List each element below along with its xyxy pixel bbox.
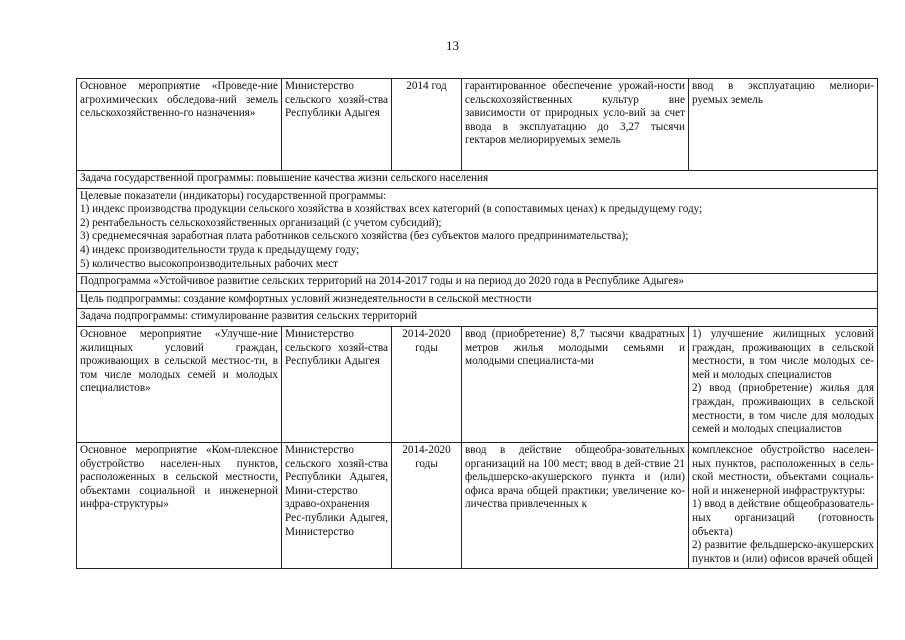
subprogram-goal-row: Цель подпрограммы: создание комфортных условий жизнедеятельности в сельской местности (77, 291, 878, 309)
indicator-link-cell (689, 326, 878, 442)
indicator-link-item: 2) ввод (приобретение) жилья для граждан, проживающих в сельской местности, в том числе для молодых семей и молодых специалистов (692, 382, 874, 436)
program-table (76, 78, 878, 569)
indicator-item: 4) индекс производительности труда к предыдущему году; (80, 243, 360, 256)
measure-name-cell: Основное мероприятие «Улучше-ние жилищных условий граждан, проживающих в сельской местнос-ти, в том числе молодых семей и молодых специалистов» (77, 326, 282, 442)
gp-task-row: Задача государственной программы: повышение качества жизни сельского населения (77, 171, 878, 189)
executor-cell: Министерство сельского хозяй-ства Республики Адыгея (282, 326, 392, 442)
period-cell: 2014 год (392, 79, 462, 171)
table-row (77, 309, 878, 327)
table-row (77, 291, 878, 309)
table-row (77, 171, 878, 189)
table-row (77, 274, 878, 292)
table-row (77, 326, 878, 442)
period-cell: 2014-2020 годы (392, 442, 462, 568)
table-row (77, 442, 878, 568)
indicator-link-item: 1) улучшение жилищных условий граждан, проживающих в сельской местности, в том числе молодых се-мей и молодых специалистов (692, 327, 874, 381)
indicator-link-item: 1) ввод в действие общеобразователь-ных организаций (готовность объекта) (692, 498, 874, 538)
measure-name-cell: Основное мероприятие «Ком-плексное обустройство населен-ных пунктов, расположенных в сельской местности, объектами социальной и инженерной инфра-структуры» (77, 442, 282, 568)
indicator-link-cell: ввод в эксплуатацию мелиори-руемых земель (689, 79, 878, 171)
expected-result-cell: ввод в действие общеобра-зовательных организаций на 100 мест; ввод в дей-ствие 21 фельдшерско-акушерского пункта и (или) офиса врача общей практики; увеличение ко-личества привлеченных к (462, 442, 689, 568)
subprogram-row: Подпрограмма «Устойчивое развитие сельских территорий на 2014-2017 годы и на период до 2020 года в Республике Адыгея» (77, 274, 878, 292)
measure-name-cell: Основное мероприятие «Проведе-ние агрохимических обследова-ний земель сельскохозяйственно-го назначения» (77, 79, 282, 171)
indicator-link-item: 2) развитие фельдшерско-акушерских пунктов и (или) офисов врачей общей (692, 539, 874, 565)
table-row (77, 188, 878, 274)
table-row (77, 79, 878, 171)
indicators-row (77, 188, 878, 274)
indicator-item: 1) индекс производства продукции сельского хозяйства в хозяйствах всех категорий (в сопоставимых ценах) к предыдущему году; (80, 203, 703, 216)
indicator-link-cell (689, 442, 878, 568)
indicator-item: 3) среднемесячная заработная плата работников сельского хозяйства (без субъектов малого предпринимательства); (80, 230, 629, 243)
executor-cell: Министерство сельского хозяй-ства Республики Адыгея, Мини-стерство здраво-охранения Рес-публики Адыгея, Министерство (282, 442, 392, 568)
expected-result-cell: гарантированное обеспечение урожай-ности сельскохозяйственных культур вне зависимости от природных усло-вий за счет ввода в эксплуатацию до 3,27 тысячи гектаров мелиорируемых земель (462, 79, 689, 171)
period-cell: 2014-2020 годы (392, 326, 462, 442)
page-number: 13 (446, 38, 459, 53)
executor-cell: Министерство сельского хозяй-ства Республики Адыгея (282, 79, 392, 171)
indicators-title: Целевые показатели (индикаторы) государственной программы: (80, 189, 387, 202)
indicator-item: 5) количество высокопроизводительных рабочих мест (80, 257, 339, 270)
indicator-item: 2) рентабельность сельскохозяйственных организаций (с учетом субсидий); (80, 216, 442, 229)
indicator-link-item: комплексное обустройство населен-ных пунктов, расположенных в сель-ской местности, объектами социаль-ной и инженерной инфраструктуры: (692, 443, 874, 497)
subprogram-task-row: Задача подпрограммы: стимулирование развития сельских территорий (77, 309, 878, 327)
expected-result-cell: ввод (приобретение) 8,7 тысячи квадратных метров жилья молодыми семьями и молодыми специалиста-ми (462, 326, 689, 442)
